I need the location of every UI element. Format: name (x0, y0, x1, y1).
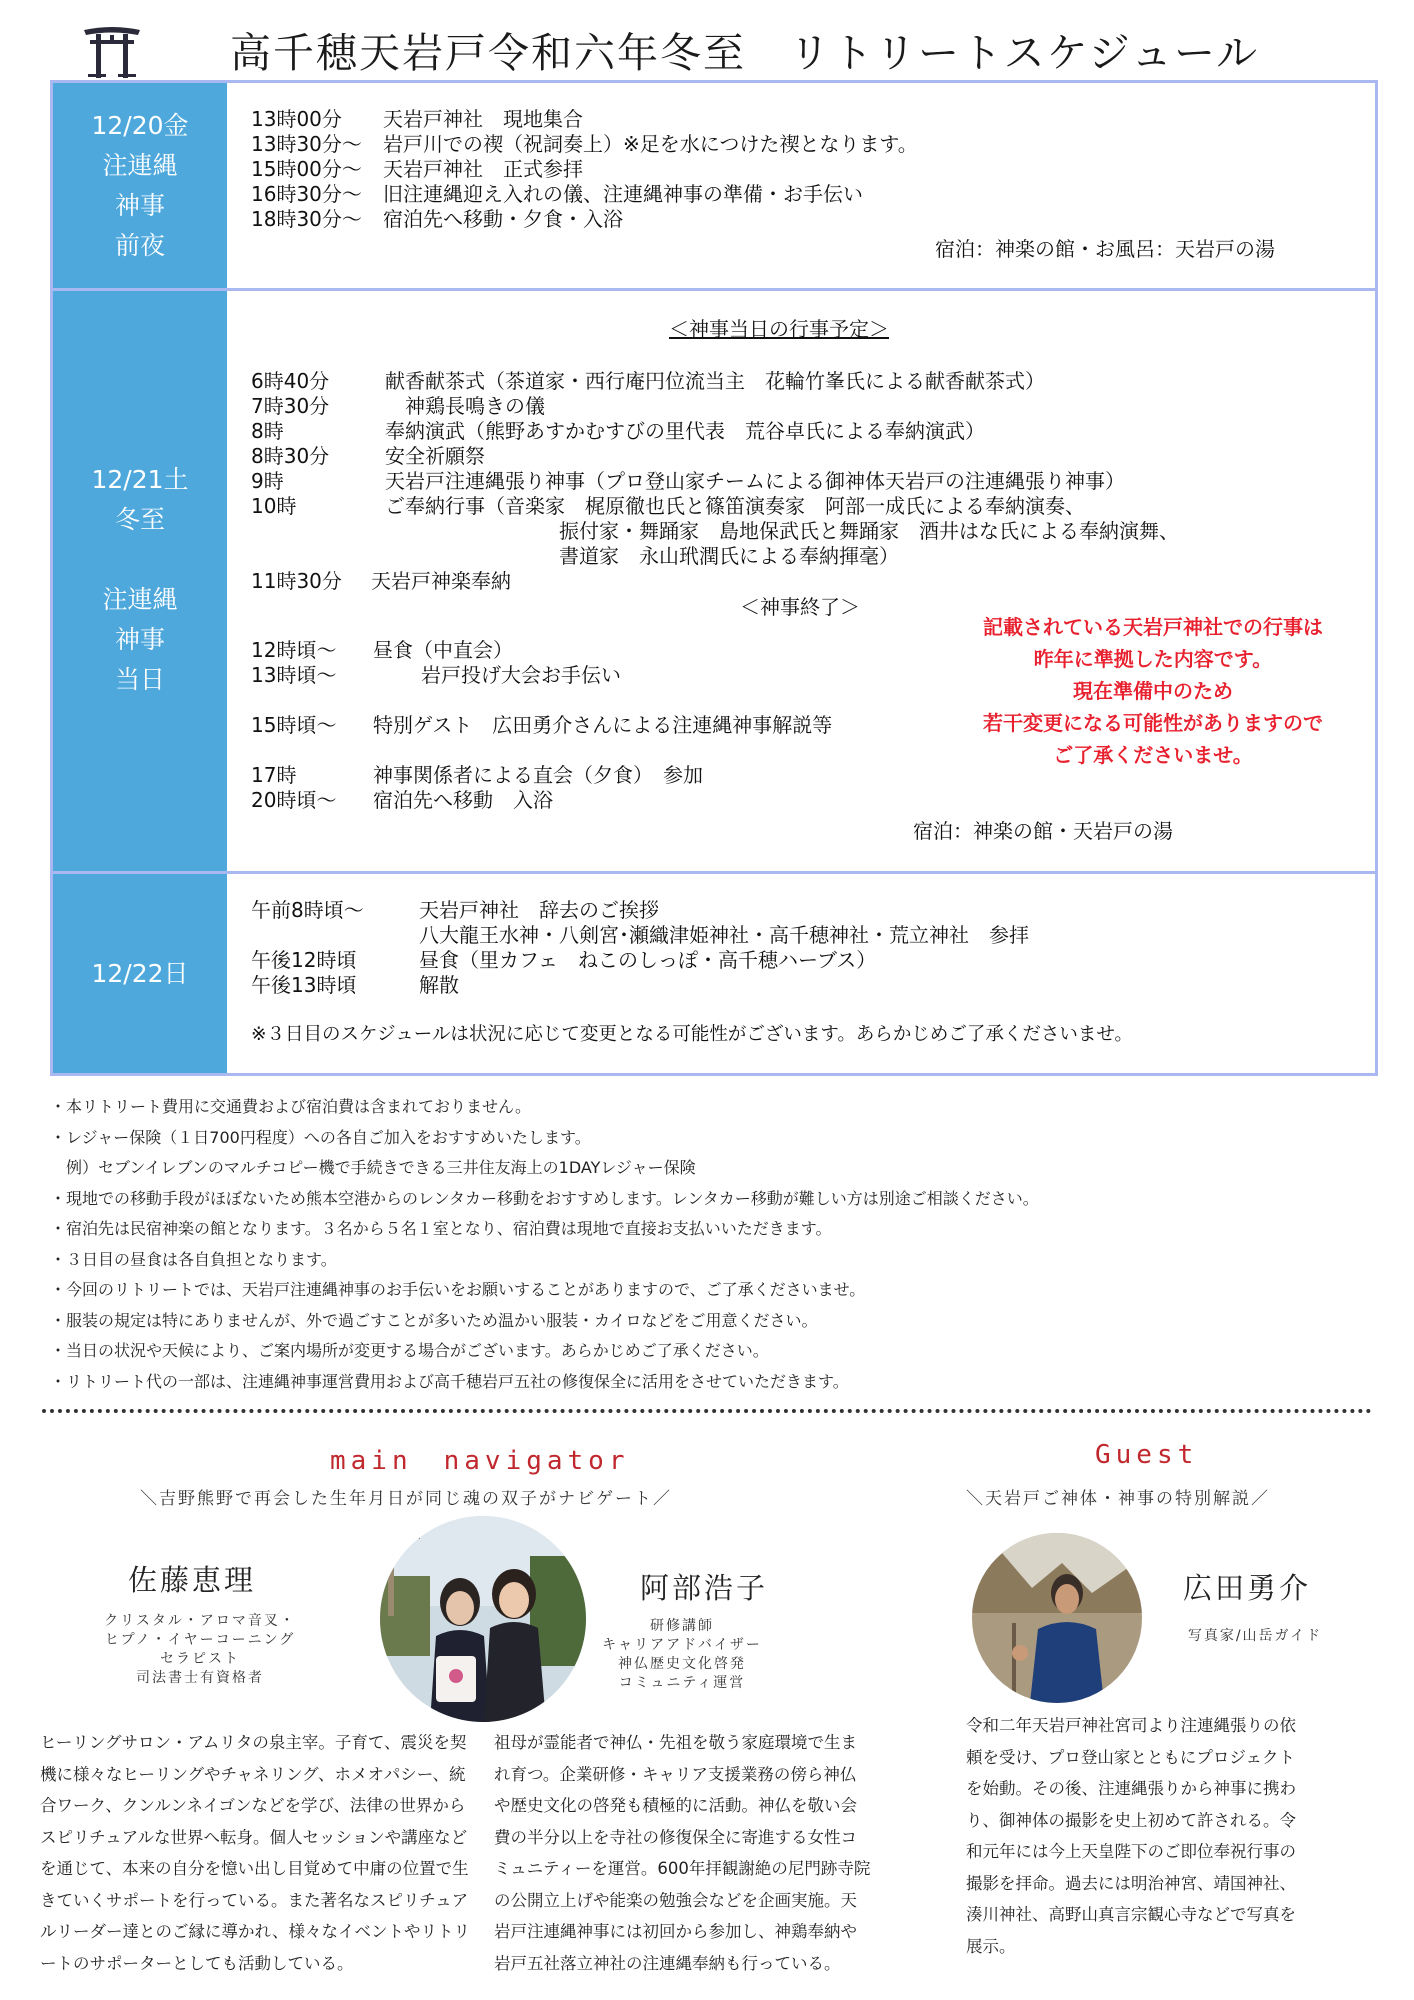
item-text: 宿泊先へ移動 入浴 (373, 788, 553, 812)
item-time (251, 923, 419, 948)
schedule-item (251, 469, 1355, 494)
bio-line: 撮影を拝命。過去には明治神宮、靖国神社、 (966, 1873, 1296, 1893)
bio-line: 頼を受け、プロ登山家とともにプロジェクト (966, 1747, 1296, 1767)
day-label-line: 神事 (114, 625, 165, 654)
role-line: キャリアアドバイザー (602, 1637, 762, 1653)
bio-line: ートのサポーターとしても活動している。 (40, 1953, 354, 1973)
guest-section-subtitle: ＼天岩戸ご神体・神事の特別解説／ (966, 1489, 1270, 1509)
item-time: 12時頃～ (251, 638, 337, 662)
ceremony-end-mark: ＜神事終了＞ (740, 595, 860, 619)
notice-line: ご了承くださいませ。 (1053, 743, 1253, 767)
notice-line: 昨年に準拠した内容です。 (1033, 647, 1273, 671)
bio-line: り、御神体の撮影を史上初めて許される。令 (966, 1810, 1296, 1830)
day-label-1220 (53, 83, 227, 288)
item-text: 岩戸投げ大会お手伝い (421, 663, 621, 687)
note-item: ・今回のリトリートでは、天岩戸注連縄神事のお手伝いをお願いすることがありますので、ご了承くださいませ。 (50, 1280, 866, 1299)
item-time (251, 519, 559, 544)
bio-line: ルリーダー達とのご縁に導かれ、様々なイベントやリトリ (40, 1922, 470, 1941)
schedule-item (251, 948, 1355, 973)
item-time: 8時30分 (251, 444, 330, 468)
item-text: ご奉納行事（音楽家 梶原徹也氏と篠笛演奏家 阿部一成氏による奉納演奏、 (385, 494, 1085, 518)
accommodation-note: 宿泊：神楽の館・天岩戸の湯 (913, 819, 1173, 843)
item-text: 昼食（里カフェ ねこのしっぽ・高千穂ハーブス） (419, 948, 877, 972)
day-label-1221 (53, 291, 227, 871)
notice-line: 記載されている天岩戸神社での行事は (983, 615, 1323, 639)
item-time: 11時30分 (251, 569, 342, 593)
note-item: ・宿泊先は民宿神楽の館となります。３名から５名１室となり、宿泊費は現地で直接お支払いいただきます。 (50, 1219, 832, 1238)
bio-line: ミュニティーを運営。600年拝観謝絶の尼門跡寺院 (494, 1859, 871, 1878)
schedule-item (251, 519, 1355, 544)
day-row-1220 (53, 83, 1375, 291)
item-time: 10時 (251, 494, 297, 518)
guest-roles (1170, 1627, 1340, 1646)
note-item: ・本リトリート費用に交通費および宿泊費は含まれておりません。 (50, 1097, 531, 1116)
notes-list (50, 1092, 1039, 1397)
role-line: 研修講師 (650, 1618, 714, 1634)
item-text: 天岩戸神楽奉納 (371, 569, 511, 593)
item-time: 午後13時頃 (251, 973, 357, 997)
day-label-line: 当日 (114, 665, 165, 694)
schedule-item (251, 788, 1355, 813)
schedule-item (251, 157, 1355, 182)
item-time: 13時頃～ (251, 663, 337, 687)
bio-line: 令和二年天岩戸神社宮司より注連縄張りの依 (966, 1716, 1296, 1735)
item-text: 昼食（中直会） (373, 638, 513, 662)
item-text: 書道家 永山玳潤氏による奉納揮毫） (559, 544, 899, 568)
schedule-item (251, 494, 1355, 519)
bio-line: 合ワーク、クンルンネイゴンなどを学び、法律の世界から (40, 1796, 466, 1815)
role-line: 司法書士有資格者 (136, 1670, 264, 1686)
schedule-item (251, 182, 1355, 207)
schedule-item (251, 444, 1355, 469)
item-time: 6時40分 (251, 369, 330, 393)
day-label-line: 前夜 (114, 230, 165, 260)
notice-line: 若干変更になる可能性がありますので (983, 711, 1323, 735)
navigator-1-name: 佐藤恵理 (128, 1563, 257, 1597)
bio-line: 湊川神社、高野山真言宗観心寺などで写真を (966, 1905, 1296, 1924)
bio-line: 費の半分以上を寺社の修復保全に寄進する女性コ (494, 1827, 857, 1847)
bio-line: スピリチュアルな世界へ転身。個人セッションや講座など (40, 1827, 468, 1847)
note-item: ・当日の状況や天候により、ご案内場所が変更する場合がございます。あらかじめご了承ください。 (50, 1341, 769, 1360)
day-label-1222 (53, 874, 227, 1073)
day-label-line: 神事 (114, 190, 165, 220)
item-time: 17時 (251, 763, 297, 787)
item-time: 15時頃～ (251, 713, 337, 737)
item-time: 18時30分～ (251, 207, 362, 231)
bio-line: を通じて、本来の自分を憶い出し目覚めて中庸の位置で生 (40, 1859, 469, 1878)
item-time: 8時 (251, 419, 284, 443)
day-heading: ＜神事当日の行事予定＞ (669, 317, 889, 341)
day-label-line: 12/20金 (91, 110, 189, 140)
schedule-footnote (251, 1022, 1355, 1047)
bio-line: を始動。その後、注連縄張りから神事に携わ (966, 1779, 1296, 1798)
item-time: 15時00分～ (251, 157, 362, 181)
change-notice (943, 611, 1363, 771)
day-label-line: 冬至 (114, 505, 165, 534)
bio-line: 機に様々なヒーリングやチャネリング、ホメオパシー、統 (40, 1764, 466, 1784)
schedule-item (251, 369, 1355, 394)
item-time: 午前8時頃～ (251, 898, 364, 922)
navigators-photo (380, 1516, 586, 1722)
day-schedule-1222 (251, 898, 1355, 1047)
day-label-line (53, 541, 227, 581)
note-item: ・服装の規定は特にありませんが、外で過ごすことが多いため温かい服装・カイロなどをご用意ください。 (50, 1310, 818, 1330)
item-text: 宿泊先へ移動・夕食・入浴 (383, 207, 623, 231)
item-text: 岩戸川での禊（祝詞奏上）※足を水につけた禊となります。 (383, 132, 918, 156)
bio-line: や歴史文化の啓発も積極的に活動。神仏を敬い会 (494, 1796, 857, 1815)
bio-line: きていくサポートを行っている。また著名なスピリチュア (40, 1890, 469, 1910)
schedule-item (251, 544, 1355, 569)
note-item: ・リトリート代の一部は、注連縄神事運営費用および高千穂岩戸五社の修復保全に活用をさせていただきます。 (50, 1371, 849, 1391)
page-title: 高千穂天岩戸令和六年冬至 リトリートスケジュール (230, 29, 1260, 77)
bio-line: れ育つ。企業研修・キャリア支援業務の傍ら神仏 (494, 1764, 857, 1784)
schedule-item (251, 107, 1355, 132)
day-row-1221 (53, 291, 1375, 874)
item-time: 9時 (251, 469, 284, 493)
item-text: 特別ゲスト 広田勇介さんによる注連縄神事解説等 (373, 713, 833, 737)
schedule-item (251, 419, 1355, 444)
item-text: 奉納演武（熊野あすかむすびの里代表 荒谷卓氏による奉納演武） (385, 419, 985, 443)
role-line: 神仏歴史文化啓発 (618, 1656, 746, 1672)
day-label-line: 注連縄 (102, 150, 178, 180)
schedule-item (251, 207, 1355, 232)
role-line: クリスタル・アロマ音叉・ (104, 1613, 296, 1629)
bio-line: の公開立上げや能楽の勉強会などを企画実施。天 (494, 1890, 857, 1910)
item-text: 安全祈願祭 (385, 444, 485, 468)
note-item: ・レジャー保険（１日700円程度）への各自ご加入をおすすめいたします。 (50, 1127, 591, 1147)
schedule-item (251, 898, 1355, 923)
schedule-item (251, 973, 1355, 998)
role-line: セラピスト (160, 1651, 240, 1667)
day-row-1222 (53, 874, 1375, 1073)
day-label-line: 12/22日 (91, 958, 189, 988)
item-time: 午後12時頃 (251, 948, 357, 972)
footnote-text: ※３日目のスケジュールは状況に応じて変更となる可能性がございます。あらかじめご了承くださいませ。 (251, 1024, 1133, 1045)
navigator-section-title: main navigator (330, 1446, 630, 1476)
schedule-table (50, 80, 1378, 1076)
item-time: 16時30分～ (251, 182, 362, 206)
item-time: 13時30分～ (251, 132, 362, 156)
guest-bio (966, 1710, 1296, 1962)
role-line: ヒプノ・イヤーコーニング (104, 1632, 296, 1648)
navigator-section-subtitle: ＼吉野熊野で再会した生年月日が同じ魂の双子がナビゲート／ (140, 1489, 672, 1509)
dotted-divider (42, 1409, 1372, 1413)
item-text: 旧注連縄迎え入れの儀、注連縄神事の準備・お手伝い (383, 182, 863, 206)
item-text: 献香献茶式（茶道家・西行庵円位流当主 花輪竹峯氏による献香献茶式） (385, 369, 1045, 393)
day-schedule-1221 (251, 369, 1355, 594)
role-line: 写真家/山岳ガイド (1187, 1628, 1323, 1644)
note-item: 例）セブンイレブンのマルチコピー機で手続きできる三井住友海上の1DAYレジャー保険 (50, 1158, 696, 1177)
bio-line: 岩戸注連縄神事には初回から参加し、神鶏奉納や (494, 1922, 857, 1941)
item-text: 解散 (419, 973, 459, 997)
item-text: 八大龍王水神・八剣宮･瀬織津姫神社・高千穂神社・荒立神社 参拝 (419, 923, 1029, 947)
item-time (251, 544, 559, 569)
guest-name: 広田勇介 (1183, 1571, 1312, 1605)
navigator-1-roles (40, 1612, 360, 1688)
item-text: 天岩戸神社 現地集合 (383, 107, 583, 131)
item-text: 天岩戸神社 正式参拝 (383, 157, 583, 181)
item-time: 20時頃～ (251, 788, 337, 812)
role-line: コミュニティ運営 (618, 1675, 746, 1691)
day-label-line: 注連縄 (102, 585, 178, 614)
bio-line: 祖母が霊能者で神仏・先祖を敬う家庭環境で生ま (494, 1733, 857, 1752)
accommodation-note: 宿泊：神楽の館・お風呂：天岩戸の湯 (935, 237, 1275, 261)
notice-line: 現在準備中のため (1073, 679, 1233, 703)
day-schedule-1220 (251, 107, 1355, 232)
navigator-2-roles (582, 1617, 782, 1693)
item-text: 神鶏長鳴きの儀 (405, 394, 545, 418)
item-time: 13時00分 (251, 107, 342, 131)
bio-line: ヒーリングサロン・アムリタの泉主宰。子育て、震災を契 (40, 1733, 467, 1752)
note-item: ・現地での移動手段がほぼないため熊本空港からのレンタカー移動をおすすめします。レンタカー移動が難しい方は別途ご相談ください。 (50, 1188, 1039, 1208)
item-text: 神事関係者による直会（夕食） 参加 (373, 763, 703, 787)
torii-gate-icon (80, 22, 144, 80)
bio-line: 和元年には今上天皇陛下のご即位奉祝行事の (966, 1842, 1296, 1861)
item-time: 7時30分 (251, 394, 330, 418)
navigator-2-name: 阿部浩子 (640, 1571, 769, 1605)
item-text: 天岩戸神社 辞去のご挨拶 (419, 898, 659, 922)
schedule-item (251, 923, 1355, 948)
bio-line: 展示。 (966, 1936, 1016, 1956)
schedule-item (251, 132, 1355, 157)
item-text: 天岩戸注連縄張り神事（プロ登山家チームによる御神体天岩戸の注連縄張り神事） (385, 469, 1125, 493)
navigator-2-bio (494, 1727, 870, 1979)
note-item: ・３日目の昼食は各自負担となります。 (50, 1249, 337, 1269)
schedule-item (251, 394, 1355, 419)
guest-section-title: Guest (1095, 1440, 1199, 1470)
navigator-1-bio (40, 1727, 470, 1979)
item-text: 振付家・舞踊家 島地保武氏と舞踊家 酒井はな氏による奉納演舞、 (559, 519, 1179, 543)
guest-photo (972, 1533, 1142, 1703)
bio-line: 岩戸五社落立神社の注連縄奉納も行っている。 (494, 1953, 841, 1973)
day-label-line: 12/21土 (91, 465, 189, 494)
